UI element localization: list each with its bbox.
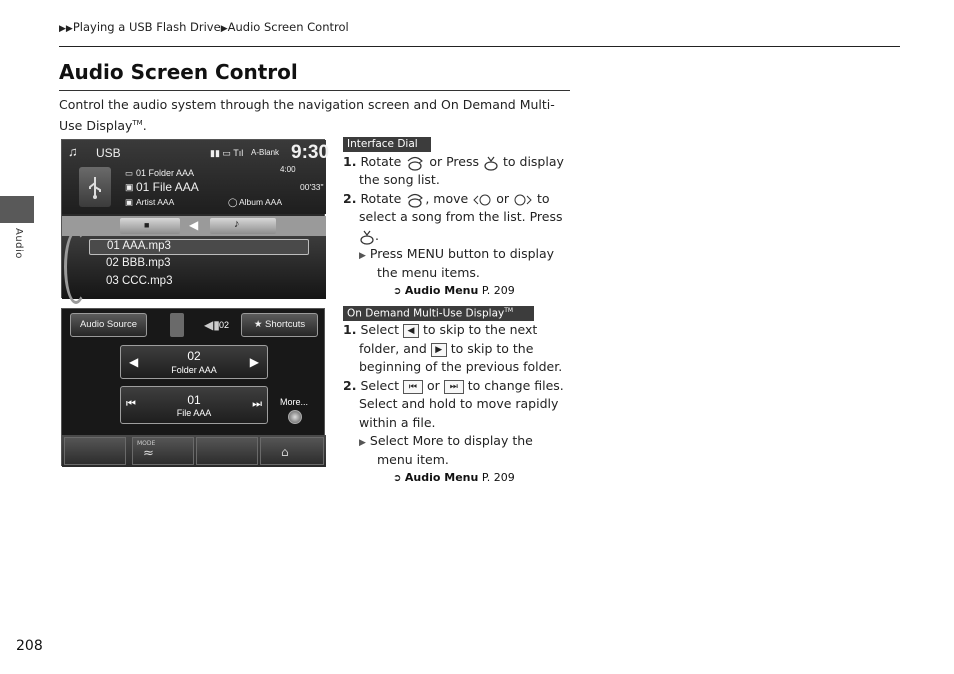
previous-folder-button[interactable]: ◀ <box>129 355 139 369</box>
cross-reference[interactable] <box>393 284 515 297</box>
airflow-icon: ≈ <box>143 446 154 461</box>
step-2-interface <box>343 190 573 209</box>
artist-icon: ▣ <box>125 197 134 207</box>
header-rule <box>59 46 900 47</box>
more-button[interactable] <box>288 410 302 424</box>
strip-cell-mode[interactable] <box>132 437 194 465</box>
menu-button-label: MENU <box>406 246 444 261</box>
strip-cell-car[interactable] <box>260 437 324 465</box>
note-menu <box>359 245 574 266</box>
note-text: Select <box>369 433 409 448</box>
previous-folder-icon: ◀ <box>403 324 419 338</box>
track-total-time: 4:00 <box>280 165 296 174</box>
step-text: to skip to the <box>450 341 534 356</box>
breadcrumb-arrow-icon: ▶▶ <box>59 24 73 34</box>
title-rule <box>59 90 570 91</box>
step-text: . <box>375 228 379 243</box>
list-item[interactable]: 02 BBB.mp3 <box>106 257 171 269</box>
step-1-continuation: the song list. <box>359 172 440 187</box>
move-left-icon <box>472 193 492 207</box>
skip-back-button[interactable]: ⏮ <box>126 398 136 410</box>
step-text: or <box>426 378 440 393</box>
breadcrumb <box>59 20 349 34</box>
step-number: 2. <box>343 378 357 393</box>
mode-label: MODE <box>137 440 156 447</box>
step-number: 1. <box>343 322 357 337</box>
shortcuts-label: Shortcuts <box>265 319 306 330</box>
multi-use-display-image <box>61 308 325 466</box>
reference-page: P. 209 <box>481 471 515 484</box>
reference-title: Audio Menu <box>404 471 479 484</box>
reference-arrow-icon: ➲ <box>393 473 402 484</box>
note-more <box>359 432 574 453</box>
folder-name: 01 Folder AAA <box>136 168 195 178</box>
step-text: or Press <box>429 154 480 169</box>
rotate-dial-icon <box>405 155 425 171</box>
note-continuation: menu item. <box>377 452 449 467</box>
status-text: A-Blank <box>251 148 280 157</box>
file-name: File AAA <box>176 408 212 418</box>
step-1-continuation <box>359 340 533 359</box>
strip-cell[interactable] <box>64 437 126 465</box>
step-number: 2. <box>343 191 357 206</box>
file-name: 01 File AAA <box>136 180 199 194</box>
breadcrumb-arrow-icon: ▶ <box>220 24 228 34</box>
file-icon: ▣ <box>125 182 134 192</box>
file-number: 01 <box>187 393 201 407</box>
press-dial-icon <box>359 229 375 245</box>
navigation-screen-image <box>61 139 330 298</box>
star-icon: ★ <box>253 319 265 330</box>
step-2-display <box>343 377 573 396</box>
list-item[interactable]: 01 AAA.mp3 <box>89 239 309 255</box>
usb-device-icon <box>79 167 111 207</box>
step-text: Select <box>360 378 399 393</box>
folder-control-panel <box>120 345 268 379</box>
tab-folder[interactable] <box>120 218 180 234</box>
car-icon: ⌂ <box>281 445 289 459</box>
usb-icon <box>170 313 184 337</box>
press-dial-icon <box>483 155 499 171</box>
source-label: USB <box>96 146 121 160</box>
tab-songs[interactable] <box>210 218 276 234</box>
breadcrumb-item[interactable]: Playing a USB Flash Drive <box>72 20 221 34</box>
speaker-icon: ◀▮ <box>204 318 220 332</box>
folder-number: 02 <box>187 349 201 363</box>
music-note-tab-icon: ♪ <box>234 218 240 230</box>
album-icon: ◯ <box>228 197 238 207</box>
reference-page: P. 209 <box>481 284 515 297</box>
bullet-arrow-icon: ▶ <box>359 438 366 448</box>
trademark: TM <box>504 307 514 314</box>
more-label: More... <box>280 397 309 407</box>
step-number: 1. <box>343 154 357 169</box>
note-text: button to display <box>447 246 555 261</box>
next-folder-icon: ▶ <box>431 343 447 357</box>
trademark: TM <box>132 119 143 127</box>
step-text: Select <box>360 322 399 337</box>
elapsed-time: 00'33" <box>300 182 324 192</box>
step-text: to <box>536 191 550 206</box>
volume-level: 02 <box>219 320 230 330</box>
page-title: Audio Screen Control <box>59 60 298 84</box>
skip-forward-icon: ⏭ <box>444 380 464 394</box>
step-2-press <box>359 227 379 246</box>
step-text: to skip to the next <box>422 322 538 337</box>
album-name: Album AAA <box>239 197 282 207</box>
step-1-display <box>343 321 573 340</box>
audio-source-button[interactable]: Audio Source <box>70 313 147 337</box>
cross-reference[interactable] <box>393 471 515 484</box>
intro-paragraph <box>59 95 574 135</box>
folder-tab-icon: ■ <box>144 220 150 230</box>
step-text: to display <box>502 154 564 169</box>
note-continuation: the menu items. <box>377 265 480 280</box>
breadcrumb-item[interactable]: Audio Screen Control <box>227 20 349 34</box>
step-text: Rotate <box>360 191 402 206</box>
side-tab <box>0 196 34 223</box>
section-heading: On Demand Multi-Use Display <box>347 307 505 320</box>
section-label-interface-dial: Interface Dial <box>343 137 431 152</box>
step-text: folder, and <box>359 341 427 356</box>
back-arrow-icon: ◀ <box>189 218 199 232</box>
shortcuts-button[interactable] <box>241 313 318 337</box>
folder-icon: ▭ <box>125 168 134 178</box>
bullet-arrow-icon: ▶ <box>359 251 366 261</box>
music-note-icon: ♫ <box>68 144 78 159</box>
strip-cell[interactable] <box>196 437 258 465</box>
note-text: to display the <box>447 433 533 448</box>
skip-forward-button[interactable]: ⏭ <box>252 398 262 410</box>
note-text: Press <box>369 246 403 261</box>
folder-name: Folder AAA <box>171 365 217 375</box>
step-1-end: beginning of the previous folder. <box>359 359 563 374</box>
list-item[interactable]: 03 CCC.mp3 <box>106 275 173 287</box>
move-right-icon <box>513 193 533 207</box>
status-icons: ▮▮ ▭ Tıl <box>210 148 244 158</box>
dial-arc <box>64 230 88 304</box>
step-text: , move <box>425 191 469 206</box>
step-2-continuation: Select and hold to move rapidly <box>359 396 559 411</box>
reference-arrow-icon: ➲ <box>393 286 402 297</box>
more-label: More <box>412 433 444 448</box>
reference-title: Audio Menu <box>404 284 479 297</box>
artist-name: Artist AAA <box>136 197 175 207</box>
section-label-multi-use-display <box>343 306 534 321</box>
step-text: Rotate <box>360 154 402 169</box>
file-control-panel <box>120 386 268 424</box>
step-2-end: within a file. <box>359 415 436 430</box>
side-label: Audio <box>13 228 24 259</box>
page-number: 208 <box>16 638 43 654</box>
intro-text: Control the audio system through the navigation screen and On Demand Multi-Use Display <box>59 97 555 134</box>
intro-end: . <box>142 118 147 134</box>
clock: 9:30 <box>291 142 330 163</box>
skip-back-icon: ⏮ <box>403 380 423 394</box>
step-text: to change files. <box>467 378 564 393</box>
rotate-dial-icon <box>405 192 425 208</box>
step-text: or <box>496 191 509 206</box>
next-folder-button[interactable]: ▶ <box>249 355 259 369</box>
step-2-continuation: select a song from the list. Press <box>359 209 563 224</box>
step-1-interface <box>343 153 573 172</box>
